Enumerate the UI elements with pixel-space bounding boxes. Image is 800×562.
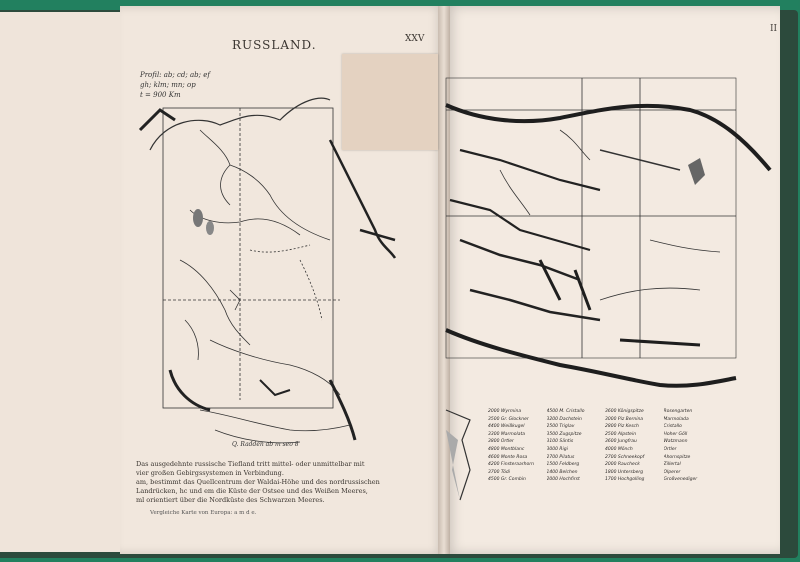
legend-item: Großvenediger: [663, 477, 698, 483]
page-title: RUSSLAND.: [232, 38, 317, 52]
legend-item: Olperer: [663, 469, 681, 475]
legend-item: 3800 Ortler: [488, 439, 514, 445]
legend-item: Zillertal: [663, 462, 681, 468]
legend-item: 1800 Untersberg: [605, 469, 644, 475]
legend-item: 3600 Königspitze: [605, 409, 644, 414]
legend-item: 4800 Montblanc: [488, 446, 525, 452]
legend-item: 3000 Rigi: [546, 446, 568, 452]
russia-map: [140, 98, 395, 443]
legend-item: Marmolada: [663, 416, 689, 422]
caption-line-1: Das ausgedehnte russische Tiefland tritt mittel- oder unmittelbar mit: [136, 460, 365, 468]
legend-item: 4600 Monte Rosa: [488, 454, 528, 460]
footnote: Vergleiche Karte von Europa: a m d e.: [150, 510, 257, 516]
legend-item: 3300 Marmolata: [488, 431, 526, 437]
mountain-legend: [488, 408, 718, 484]
page-number-right: II: [770, 24, 778, 34]
legend-item: 3700 Tödi: [488, 469, 510, 475]
legend-column-2: [547, 408, 602, 484]
legend-item: Cristallo: [663, 424, 682, 430]
caption-line-2: vier großen Gebirgssystemen in Verbindung.: [136, 469, 284, 477]
legend-item: 4400 Weißkugel: [488, 424, 525, 430]
caption: [136, 460, 388, 505]
legend-item: 1700 Hochgolling: [605, 477, 645, 483]
page-number-left: XXV: [405, 34, 425, 44]
legend-item: 2500 Triglav: [546, 424, 575, 430]
legend-item: 1400 Belchen: [546, 469, 578, 475]
legend-item: 2000 Hochfirst: [546, 477, 580, 483]
legend-item: 4200 Finsteraarhorn: [488, 462, 534, 468]
legend-item: 3600 Jungfrau: [605, 439, 637, 445]
legend-item: 4000 Mönch: [605, 446, 633, 452]
legend-item: 3000 Piz Bernina: [605, 416, 644, 422]
scale-note: Q. Radden ab m seo 8: [232, 441, 299, 448]
handwritten-line-1: Profil: ab; cd; ab; ef: [140, 71, 210, 79]
legend-item: 3500 Gr. Glockner: [488, 416, 529, 422]
legend-column-1: [488, 408, 543, 484]
handwritten-line-2: gh; klm; mn; op: [140, 81, 196, 89]
legend-item: Rosengarten: [663, 409, 693, 414]
legend-item: 3500 Zugspitze: [546, 431, 582, 437]
legend-column-4: [664, 408, 719, 484]
legend-column-3: [605, 408, 660, 484]
legend-item: 4500 M. Cristallo: [546, 409, 585, 414]
legend-item: 1500 Feldberg: [546, 462, 580, 468]
legend-item: 4500 Gr. Combin: [488, 477, 526, 483]
legend-item: 2700 Schneekopf: [605, 454, 645, 460]
caption-line-3: am, bestimmt das Quellcentrum der Waldai-Höhe und des nordrussischen: [136, 478, 380, 486]
legend-item: 2700 Pilatus: [546, 454, 575, 460]
legend-item: 2000 Raucheck: [605, 462, 640, 468]
legend-item: Watzmann: [663, 439, 688, 445]
legend-item: 3100 Säntis: [546, 439, 574, 445]
legend-item: 3200 Dachstein: [546, 416, 582, 422]
legend-item: 2500 Alpstein: [605, 431, 637, 437]
handwritten-line-3: t = 900 Km: [140, 91, 181, 99]
legend-item: Ahornspitze: [663, 454, 691, 460]
legend-item: Hoher Göll: [663, 431, 688, 437]
legend-item: 2800 Piz Kesch: [605, 424, 639, 430]
caption-line-5: ml orientiert über die Nordküste des Schwarzen Meeres.: [136, 496, 325, 504]
legend-item: Ortler: [663, 446, 677, 452]
caption-line-4: Landrücken, hc und em die Küste der Ostsee und des Weißen Meeres,: [136, 487, 368, 495]
legend-item: 2000 Wyrmina: [488, 409, 522, 414]
